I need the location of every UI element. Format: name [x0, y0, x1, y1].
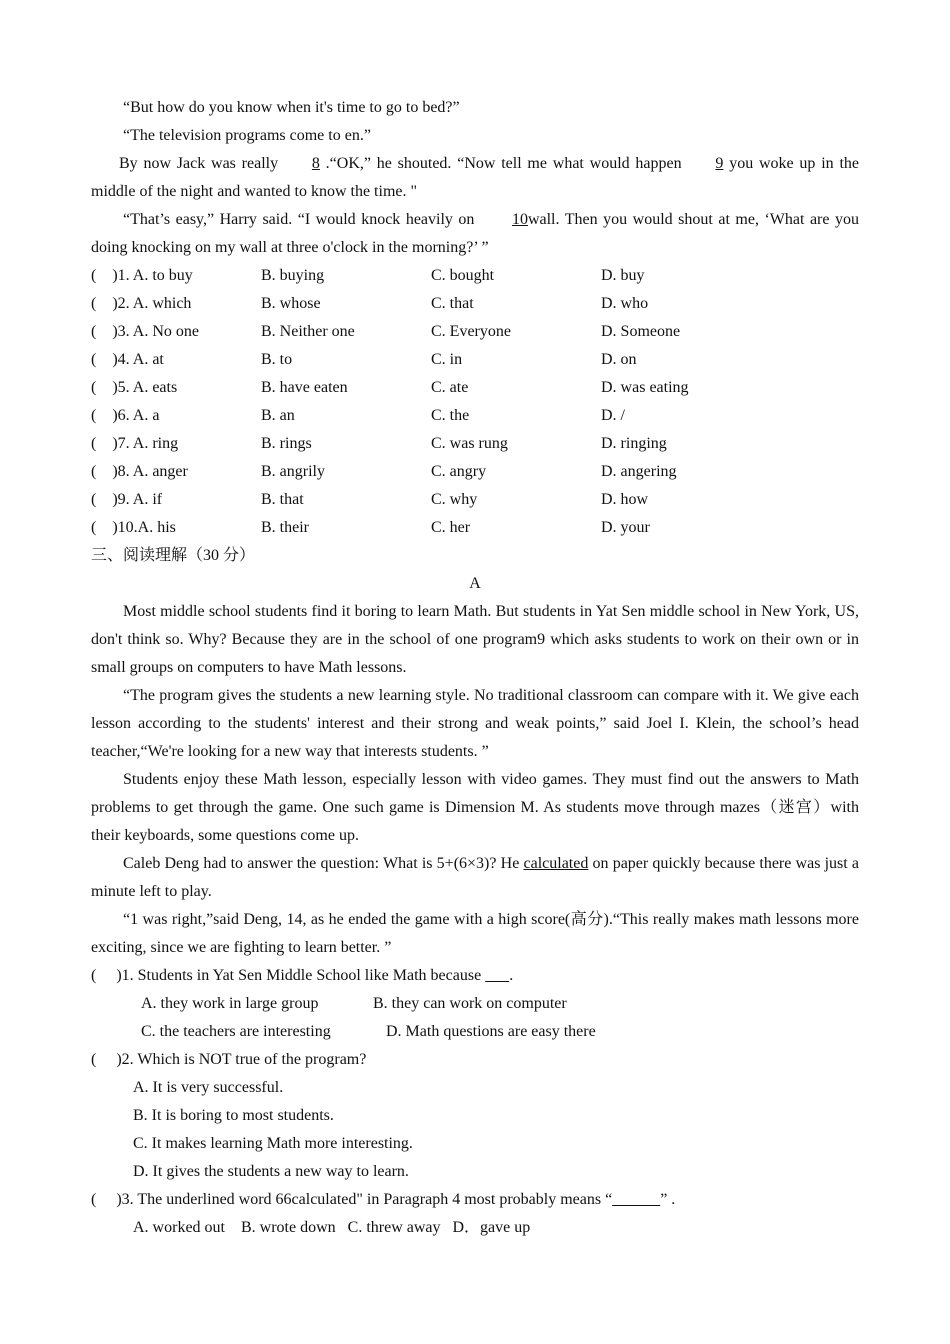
passage-paragraph-3: Students enjoy these Math lesson, especially lesson with video games. They must find out the answers to Math problems to get through the game. One such game is Dimension M. As students move through mazes（迷宫）with their keyboards, some questions come up.	[91, 771, 859, 844]
question-2-option-d: D. It gives the students a new way to learn.	[133, 1163, 409, 1180]
underlined-word: calculated	[523, 855, 589, 872]
blank-9: 9	[715, 155, 724, 172]
cloze-row: ( )10.A. his B. their C. her D. your	[91, 519, 650, 536]
answer-blank	[612, 1186, 660, 1214]
cloze-row: ( )4. A. at B. to C. in D. on	[91, 351, 637, 368]
question-1-options-row-2: C. the teachers are interesting D. Math questions are easy there	[141, 1023, 596, 1040]
cloze-row: ( )1. A. to buy B. buying C. bought D. buy	[91, 267, 645, 284]
cloze-row: ( )2. A. which B. whose C. that D. who	[91, 295, 649, 312]
passage-paragraph-4: Caleb Deng had to answer the question: What is 5+(6×3)? He calculated on paper quickly because there was just a minute left to play.	[91, 855, 859, 900]
question-1-options-row-1: A. they work in large group B. they can work on computer	[141, 995, 567, 1012]
story-line-1: “But how do you know when it's time to go to bed?”	[123, 99, 460, 116]
question-2-option-a: A. It is very successful.	[133, 1079, 284, 1096]
blank-10: 10	[511, 211, 528, 228]
passage-paragraph-5: “1 was right,”said Deng, 14, as he ended the game with a high score(高分).“This really makes math lessons more exciting, since we are fighting to learn better. ”	[91, 911, 859, 956]
question-3-options: A. worked out B. wrote down C. threw away D．gave up	[133, 1219, 531, 1236]
cloze-row: ( )9. A. if B. that C. why D. how	[91, 491, 649, 508]
question-2-option-c: C. It makes learning Math more interesting.	[133, 1135, 413, 1152]
passage-paragraph-2: “The program gives the students a new learning style. No traditional classroom can compare with it. We give each lesson according to the students' interest and their strong and weak points,” said Joel I. Klein, the school’s head teacher,“We're looking for a new way that interests students. ”	[91, 687, 859, 760]
cloze-options	[91, 262, 859, 542]
blank-8: 8	[311, 155, 320, 172]
story-line-2: “The television programs come to en.”	[123, 127, 371, 144]
passage-paragraph-1: Most middle school students find it boring to learn Math. But students in Yat Sen middle school in New York, US, don't think so. Why? Because they are in the school of one program9 which asks students to work on their own or in small groups on computers to have Math lessons.	[91, 603, 859, 676]
story-paragraph-3: By now Jack was really 8 .“OK,” he shouted. “Now tell me what would happen 9 you woke up in the middle of the night and wanted to know the time. "	[91, 150, 859, 206]
question-3: ( )3. The underlined word 66calculated" in Paragraph 4 most probably means “ ” .	[91, 1186, 859, 1214]
question-1: ( )1. Students in Yat Sen Middle School like Math because .	[91, 962, 859, 990]
story-paragraph-4: “That’s easy,” Harry said. “I would knock heavily on 10wall. Then you would shout at me, ‘What are you doing knocking on my wall at three o'clock in the morning?’ ”	[91, 206, 859, 262]
passage-label: A	[469, 575, 481, 592]
cloze-row: ( )8. A. anger B. angrily C. angry D. angering	[91, 463, 677, 480]
cloze-row: ( )5. A. eats B. have eaten C. ate D. was eating	[91, 379, 689, 396]
cloze-row: ( )6. A. a B. an C. the D. /	[91, 407, 625, 424]
question-2: ( )2. Which is NOT true of the program?	[91, 1051, 367, 1068]
answer-blank	[485, 962, 509, 990]
cloze-row: ( )7. A. ring B. rings C. was rung D. ringing	[91, 435, 667, 452]
cloze-row: ( )3. A. No one B. Neither one C. Everyone D. Someone	[91, 323, 681, 340]
question-2-option-b: B. It is boring to most students.	[133, 1107, 334, 1124]
section-heading: 三、阅读理解（30 分）	[91, 547, 256, 564]
